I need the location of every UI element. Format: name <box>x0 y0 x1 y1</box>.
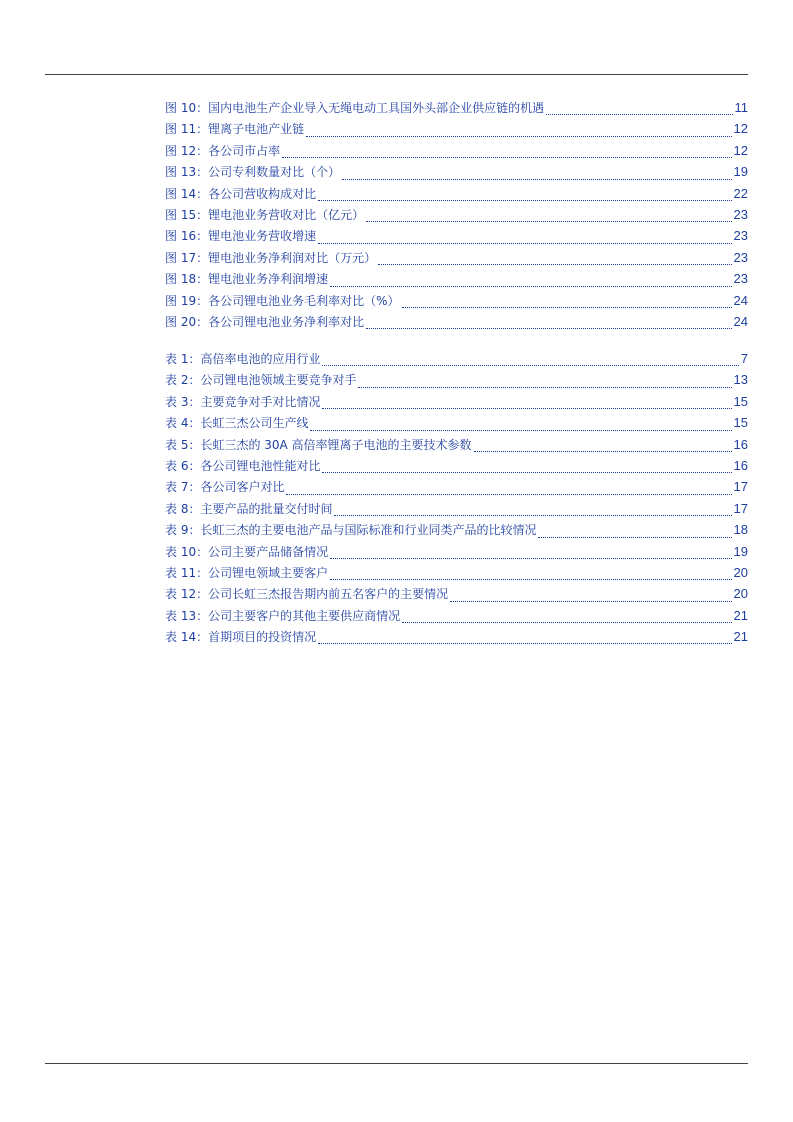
entry-title: 长虹三杰的 30A 高倍率锂离子电池的主要技术参数 <box>200 437 472 452</box>
entry-page: 21 <box>733 607 748 623</box>
entry-label: 表 7： <box>165 480 201 495</box>
entry-title: 公司锂电池领域主要竞争对手 <box>200 373 357 388</box>
table-entry[interactable] <box>165 607 748 628</box>
entry-title: 主要产品的批量交付时间 <box>200 501 333 516</box>
dot-leader <box>318 642 731 644</box>
entry-title: 各公司客户对比 <box>200 480 285 495</box>
table-list <box>165 350 748 649</box>
table-entry[interactable] <box>165 371 748 392</box>
dot-leader <box>402 306 732 308</box>
entry-title: 锂离子电池产业链 <box>208 122 305 137</box>
entry-page: 15 <box>733 393 748 409</box>
entry-label: 图 18： <box>165 272 209 287</box>
table-entry[interactable] <box>165 564 748 585</box>
dot-leader <box>330 557 731 559</box>
table-entry[interactable] <box>165 436 748 457</box>
entry-page: 19 <box>733 164 748 180</box>
dot-leader <box>366 327 731 329</box>
entry-label: 表 1： <box>165 352 201 366</box>
entry-page: 23 <box>733 249 748 265</box>
dot-leader <box>318 242 731 244</box>
figure-entry[interactable] <box>165 185 748 206</box>
entry-title: 各公司锂电池业务毛利率对比（%） <box>208 293 400 308</box>
entry-title: 公司长虹三杰报告期内前五名客户的主要情况 <box>208 587 449 602</box>
entry-title: 公司主要客户的其他主要供应商情况 <box>208 608 401 623</box>
entry-page: 24 <box>733 292 748 308</box>
entry-label: 图 16： <box>165 229 209 244</box>
entry-page: 16 <box>733 436 748 452</box>
entry-label: 图 10： <box>165 101 209 115</box>
entry-page: 11 <box>734 100 748 115</box>
entry-title: 长虹三杰公司生产线 <box>200 416 309 431</box>
entry-title: 高倍率电池的应用行业 <box>200 352 321 366</box>
entry-title: 主要竞争对手对比情况 <box>200 394 321 409</box>
dot-leader <box>538 536 731 538</box>
table-entry[interactable] <box>165 350 748 371</box>
entry-label: 图 15： <box>165 207 209 222</box>
table-entry[interactable] <box>165 393 748 414</box>
figure-entry[interactable] <box>165 249 748 270</box>
entry-label: 图 14： <box>165 186 209 201</box>
dot-leader <box>310 429 731 431</box>
entry-title: 公司锂电领域主要客户 <box>208 565 329 580</box>
entry-page: 17 <box>733 479 748 495</box>
entry-page: 13 <box>733 372 748 388</box>
entry-label: 表 3： <box>165 394 201 409</box>
figure-entry[interactable] <box>165 120 748 141</box>
entry-label: 图 19： <box>165 293 209 308</box>
dot-leader <box>318 199 731 201</box>
dot-leader <box>342 178 731 180</box>
entry-page: 24 <box>733 313 748 329</box>
dot-leader <box>378 263 731 265</box>
entry-label: 表 8： <box>165 501 201 516</box>
entry-title: 公司主要产品储备情况 <box>208 544 329 559</box>
dot-leader <box>546 113 732 115</box>
figure-entry[interactable] <box>165 142 748 163</box>
entry-label: 表 9： <box>165 523 201 538</box>
dot-leader <box>366 220 731 222</box>
entry-label: 表 6： <box>165 458 201 473</box>
entry-label: 表 12： <box>165 587 209 602</box>
dot-leader <box>286 493 731 495</box>
entry-label: 表 2： <box>165 373 201 388</box>
entry-title: 锂电池业务净利润增速 <box>208 272 329 287</box>
dot-leader <box>334 514 731 516</box>
dot-leader <box>322 407 731 409</box>
entry-page: 20 <box>733 586 748 602</box>
entry-title: 锂电池业务营收增速 <box>208 229 317 244</box>
figure-entry[interactable] <box>165 227 748 248</box>
table-entry[interactable] <box>165 543 748 564</box>
figure-entry[interactable] <box>165 163 748 184</box>
dot-leader <box>474 450 732 452</box>
figure-entry[interactable] <box>165 292 748 313</box>
figure-list <box>165 99 748 334</box>
entry-label: 表 13： <box>165 608 209 623</box>
table-entry[interactable] <box>165 414 748 435</box>
entry-page: 19 <box>733 543 748 559</box>
entry-title: 首期项目的投资情况 <box>208 630 317 645</box>
entry-page: 23 <box>733 228 748 244</box>
dot-leader <box>358 386 731 388</box>
dot-leader <box>402 621 731 623</box>
dot-leader <box>330 285 731 287</box>
figure-entry[interactable] <box>165 313 748 334</box>
entry-page: 12 <box>733 142 748 158</box>
dot-leader <box>450 600 731 602</box>
table-entry[interactable] <box>165 628 748 649</box>
entry-label: 表 11： <box>165 565 209 580</box>
entry-label: 图 13： <box>165 165 209 180</box>
entry-page: 12 <box>733 121 748 137</box>
entry-label: 图 17： <box>165 250 209 265</box>
entry-title: 各公司市占率 <box>208 143 281 158</box>
dot-leader <box>322 364 738 366</box>
table-entry[interactable] <box>165 478 748 499</box>
entry-title: 各公司营收构成对比 <box>208 186 317 201</box>
entry-label: 图 11： <box>165 122 209 137</box>
table-entry[interactable] <box>165 585 748 606</box>
dot-leader <box>306 135 731 137</box>
entry-label: 表 5： <box>165 437 201 452</box>
entry-page: 15 <box>733 415 748 431</box>
table-entry[interactable] <box>165 500 748 521</box>
entry-label: 表 4： <box>165 416 201 431</box>
dot-leader <box>330 578 731 580</box>
entry-page: 20 <box>733 564 748 580</box>
entry-title: 公司专利数量对比（个） <box>208 165 341 180</box>
dot-leader <box>322 471 731 473</box>
header-rule <box>45 74 748 75</box>
figure-entry[interactable] <box>165 270 748 291</box>
entry-title: 锂电池业务净利润对比（万元） <box>208 250 377 265</box>
entry-page: 7 <box>740 351 748 366</box>
entry-page: 16 <box>733 457 748 473</box>
entry-label: 图 12： <box>165 143 209 158</box>
figure-entry[interactable] <box>165 99 748 120</box>
entry-page: 21 <box>733 629 748 645</box>
entry-page: 22 <box>733 185 748 201</box>
footer-rule <box>45 1063 748 1064</box>
dot-leader <box>282 156 731 158</box>
table-entry[interactable] <box>165 521 748 542</box>
entry-title: 各公司锂电池业务净利率对比 <box>208 314 365 329</box>
figure-entry[interactable] <box>165 206 748 227</box>
entry-title: 国内电池生产企业导入无绳电动工具国外头部企业供应链的机遇 <box>208 101 545 115</box>
entry-title: 锂电池业务营收对比（亿元） <box>208 207 365 222</box>
entry-label: 表 10： <box>165 544 209 559</box>
entry-page: 23 <box>733 271 748 287</box>
table-entry[interactable] <box>165 457 748 478</box>
entry-page: 17 <box>733 500 748 516</box>
entry-label: 表 14： <box>165 630 209 645</box>
entry-title: 长虹三杰的主要电池产品与国际标准和行业同类产品的比较情况 <box>200 523 537 538</box>
entry-label: 图 20： <box>165 314 209 329</box>
entry-page: 18 <box>733 522 748 538</box>
entry-page: 23 <box>733 206 748 222</box>
entry-title: 各公司锂电池性能对比 <box>200 458 321 473</box>
